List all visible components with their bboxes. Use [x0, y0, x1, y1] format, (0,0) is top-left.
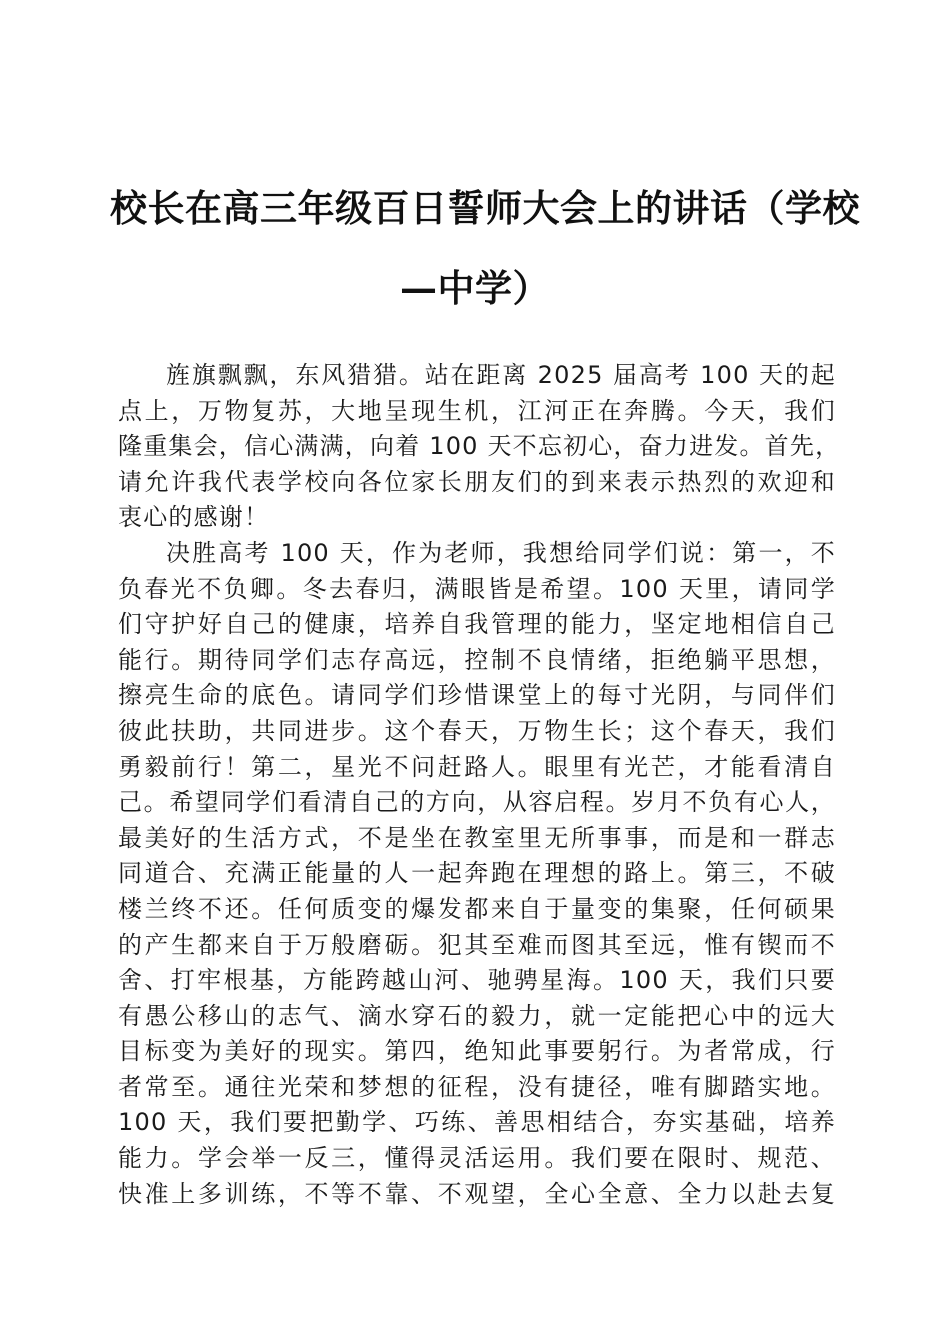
document-body	[118, 358, 841, 1212]
paragraph-1	[118, 358, 841, 536]
text-line: 目标变为美好的现实。第四，绝知此事要躬行。为者常成，行	[118, 1037, 836, 1066]
title-line-2: —中学）	[400, 266, 550, 310]
text-line: 最美好的生活方式，不是坐在教室里无所事事，而是和一群志	[118, 823, 836, 852]
text-line: 决胜高考 100 天，作为老师，我想给同学们说：第一，不	[166, 538, 836, 567]
text-line: 负春光不负卿。冬去春归，满眼皆是希望。100 天里，请同学	[118, 574, 836, 603]
text-line: 衷心的感谢！	[118, 503, 270, 532]
text-line: 点上，万物复苏，大地呈现生机，江河正在奔腾。今天，我们	[118, 396, 836, 425]
text-line: 楼兰终不还。任何质变的爆发都来自于量变的集聚，任何硕果	[118, 894, 836, 923]
text-line: 请允许我代表学校向各位家长朋友们的到来表示热烈的欢迎和	[118, 467, 836, 496]
text-line: 同道合、充满正能量的人一起奔跑在理想的路上。第三，不破	[118, 859, 836, 888]
paragraph-2	[118, 536, 836, 1212]
text-line: 者常至。通往光荣和梦想的征程，没有捷径，唯有脚踏实地。	[118, 1072, 836, 1101]
text-line: 能行。期待同学们志存高远，控制不良情绪，拒绝躺平思想，	[118, 645, 836, 674]
text-line: 彼此扶助，共同进步。这个春天，万物生长；这个春天，我们	[118, 716, 836, 745]
text-line: 100 天，我们要把勤学、巧练、善思相结合，夯实基础，培养	[118, 1108, 836, 1137]
text-line: 隆重集会，信心满满，向着 100 天不忘初心，奋力进发。首先，	[118, 432, 841, 461]
document-title	[110, 168, 860, 328]
text-line: 擦亮生命的底色。请同学们珍惜课堂上的每寸光阴，与同伴们	[118, 681, 836, 710]
text-line: 们守护好自己的健康，培养自我管理的能力，坚定地相信自己	[118, 610, 836, 639]
text-line: 旌旗飘飘，东风猎猎。站在距离 2025 届高考 100 天的起	[166, 361, 836, 389]
title-line-1: 校长在高三年级百日誓师大会上的讲话（学校	[110, 186, 860, 230]
text-line: 勇毅前行！第二，星光不问赶路人。眼里有光芒，才能看清自	[118, 752, 836, 781]
text-line: 有愚公移山的志气、滴水穿石的毅力，就一定能把心中的远大	[118, 1001, 836, 1030]
text-line: 舍、打牢根基，方能跨越山河、驰骋星海。100 天，我们只要	[118, 966, 836, 995]
text-line: 的产生都来自于万般磨砺。犯其至难而图其至远，惟有锲而不	[118, 930, 836, 959]
text-line: 快准上多训练，不等不靠、不观望，全心全意、全力以赴去复	[118, 1179, 836, 1208]
text-line: 能力。学会举一反三，懂得灵活运用。我们要在限时、规范、	[118, 1144, 836, 1173]
text-line: 己。希望同学们看清自己的方向，从容启程。岁月不负有心人，	[118, 788, 836, 817]
